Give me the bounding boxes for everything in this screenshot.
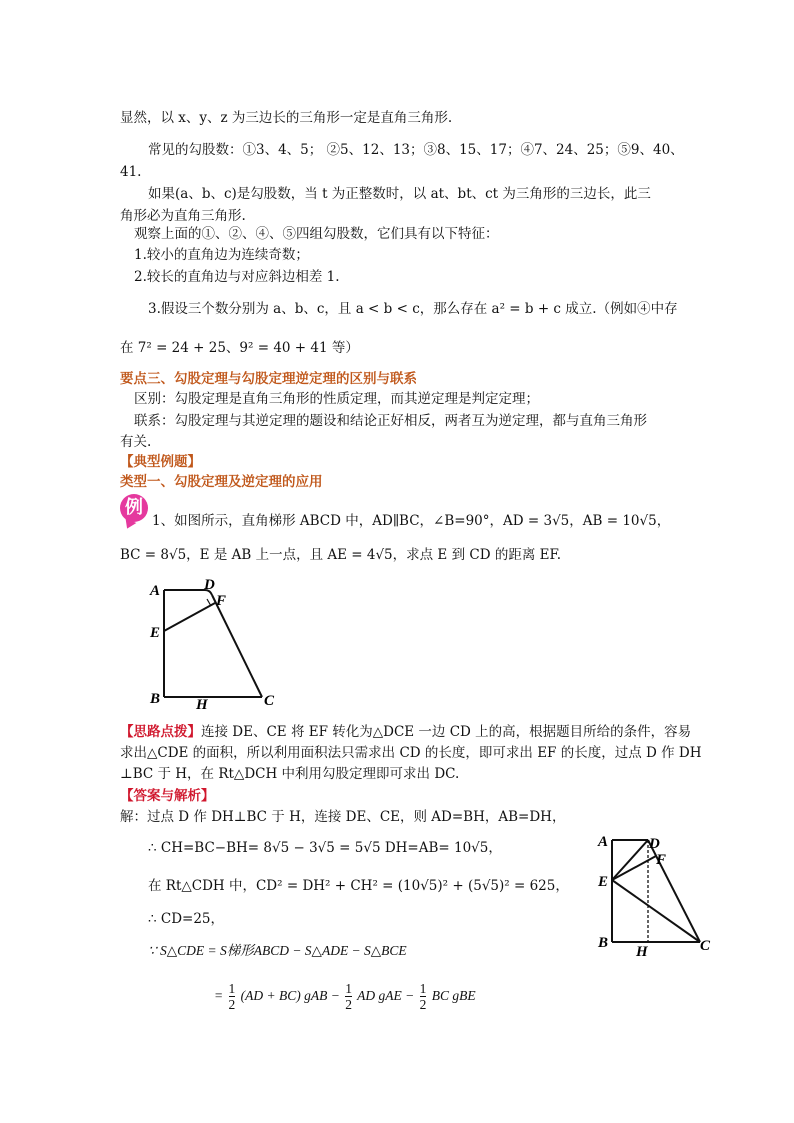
type1-heading: 类型一、勾股定理及逆定理的应用	[120, 474, 323, 490]
answer-step-4: ∴ CD=25，	[148, 911, 225, 927]
intro-line-2: 常见的勾股数：①3、4、5； ②5、12、13；③8、15、17；④7、24、25；⑤9、40、	[148, 142, 684, 158]
hint-text-2: 求出△CDE 的面积，所以利用面积法只需求出 CD 的长度，即可求出 EF 的长度，过点 D 作 DH	[120, 745, 702, 761]
fig2-label-b: B	[598, 935, 609, 951]
hint-line-1	[120, 723, 691, 741]
equals-sign: =	[214, 988, 224, 1003]
section3-link: 联系：勾股定理与其逆定理的题设和结论正好相反，两者互为逆定理，都与直角三角形	[134, 413, 647, 429]
fig2-label-h: H	[636, 944, 648, 960]
answer-step-3: 在 Rt△CDH 中，CD² = DH² + CH² = (10√5)² + (5√5)² = 625，	[148, 878, 569, 894]
hint-text-3: ⊥BC 于 H，在 Rt△DCH 中利用勾股定理即可求出 DC.	[120, 766, 460, 782]
feature-3b: 在 7² = 24 + 25、9² = 40 + 41 等）	[120, 340, 359, 356]
fig2-label-f: F	[656, 852, 667, 868]
hint-text-1: 连接 DE、CE 将 EF 转化为△DCE 一边 CD 上的高，根据题目所给的条件，容易	[201, 724, 692, 740]
feature-3: 3.假设三个数分别为 a、b、c，且 a < b < c，那么存在 a² = b + c 成立.（例如④中存	[148, 301, 678, 317]
fig1-label-h: H	[196, 697, 208, 710]
fig1-label-f: F	[216, 593, 227, 609]
feature-2: 2.较长的直角边与对应斜边相差 1.	[134, 269, 340, 285]
term-3: BC gBE	[431, 988, 476, 1003]
answer-step-5: ∵ S△CDE = S梯形ABCD − S△ADE − S△BCE	[148, 943, 407, 958]
term-1: (AD + BC) gAB −	[240, 988, 340, 1003]
trapezoid-figure-1	[140, 575, 290, 710]
intro-line-3: 如果(a、b、c)是勾股数，当 t 为正整数时，以 at、bt、ct 为三角形的三边长，此三	[148, 186, 651, 202]
intro-line-4: 观察上面的①、②、④、⑤四组勾股数，它们具有以下特征：	[134, 226, 499, 242]
fig1-label-d: D	[204, 577, 215, 593]
hint-label: 【思路点拨】	[120, 724, 201, 740]
examples-heading: 【典型例题】	[120, 454, 201, 470]
section3-diff: 区别：勾股定理是直角三角形的性质定理，而其逆定理是判定定理；	[134, 391, 539, 407]
fig2-label-e: E	[598, 874, 609, 890]
section3-heading: 要点三、勾股定理与勾股定理逆定理的区别与联系	[120, 371, 417, 387]
answer-step-2: ∴ CH=BC−BH= 8√5 − 3√5 = 5√5 DH=AB= 10√5，	[148, 840, 502, 856]
intro-line-2b: 41.	[120, 164, 142, 180]
fig2-label-a: A	[598, 834, 609, 850]
fig1-label-e: E	[150, 625, 161, 641]
answer-step-1: 解：过点 D 作 DH⊥BC 于 H，连接 DE、CE，则 AD=BH，AB=DH，	[120, 809, 566, 825]
section3-link-b: 有关.	[120, 434, 152, 450]
example-badge: 例	[120, 494, 148, 522]
problem-1b: BC = 8√5，E 是 AB 上一点，且 AE = 4√5，求点 E 到 CD 的距离 EF.	[120, 547, 562, 563]
fraction-half-2: $\frac{1}{2}$	[345, 981, 352, 1013]
fig1-label-c: C	[264, 693, 275, 709]
answer-label: 【答案与解析】	[120, 788, 215, 804]
intro-line-3b: 角形必为直角三角形.	[120, 208, 246, 224]
fraction-half-3: $\frac{1}{2}$	[419, 981, 427, 1013]
answer-step-6	[214, 978, 476, 1014]
fig1-label-b: B	[150, 691, 161, 707]
term-2: AD gAE −	[357, 988, 415, 1003]
feature-1: 1.较小的直角边为连续奇数；	[134, 247, 309, 263]
fig2-label-c: C	[700, 938, 711, 954]
trapezoid-figure-2	[596, 830, 720, 960]
intro-line-1: 显然，以 x、y、z 为三边长的三角形一定是直角三角形.	[120, 110, 453, 126]
fraction-half-1: $\frac{1}{2}$	[228, 981, 236, 1013]
fig2-label-d: D	[649, 836, 660, 852]
fig1-label-a: A	[150, 583, 161, 599]
problem-1: 1、如图所示，直角梯形 ABCD 中，AD∥BC，∠B=90°，AD = 3√5，AB = 10√5，	[152, 513, 671, 529]
